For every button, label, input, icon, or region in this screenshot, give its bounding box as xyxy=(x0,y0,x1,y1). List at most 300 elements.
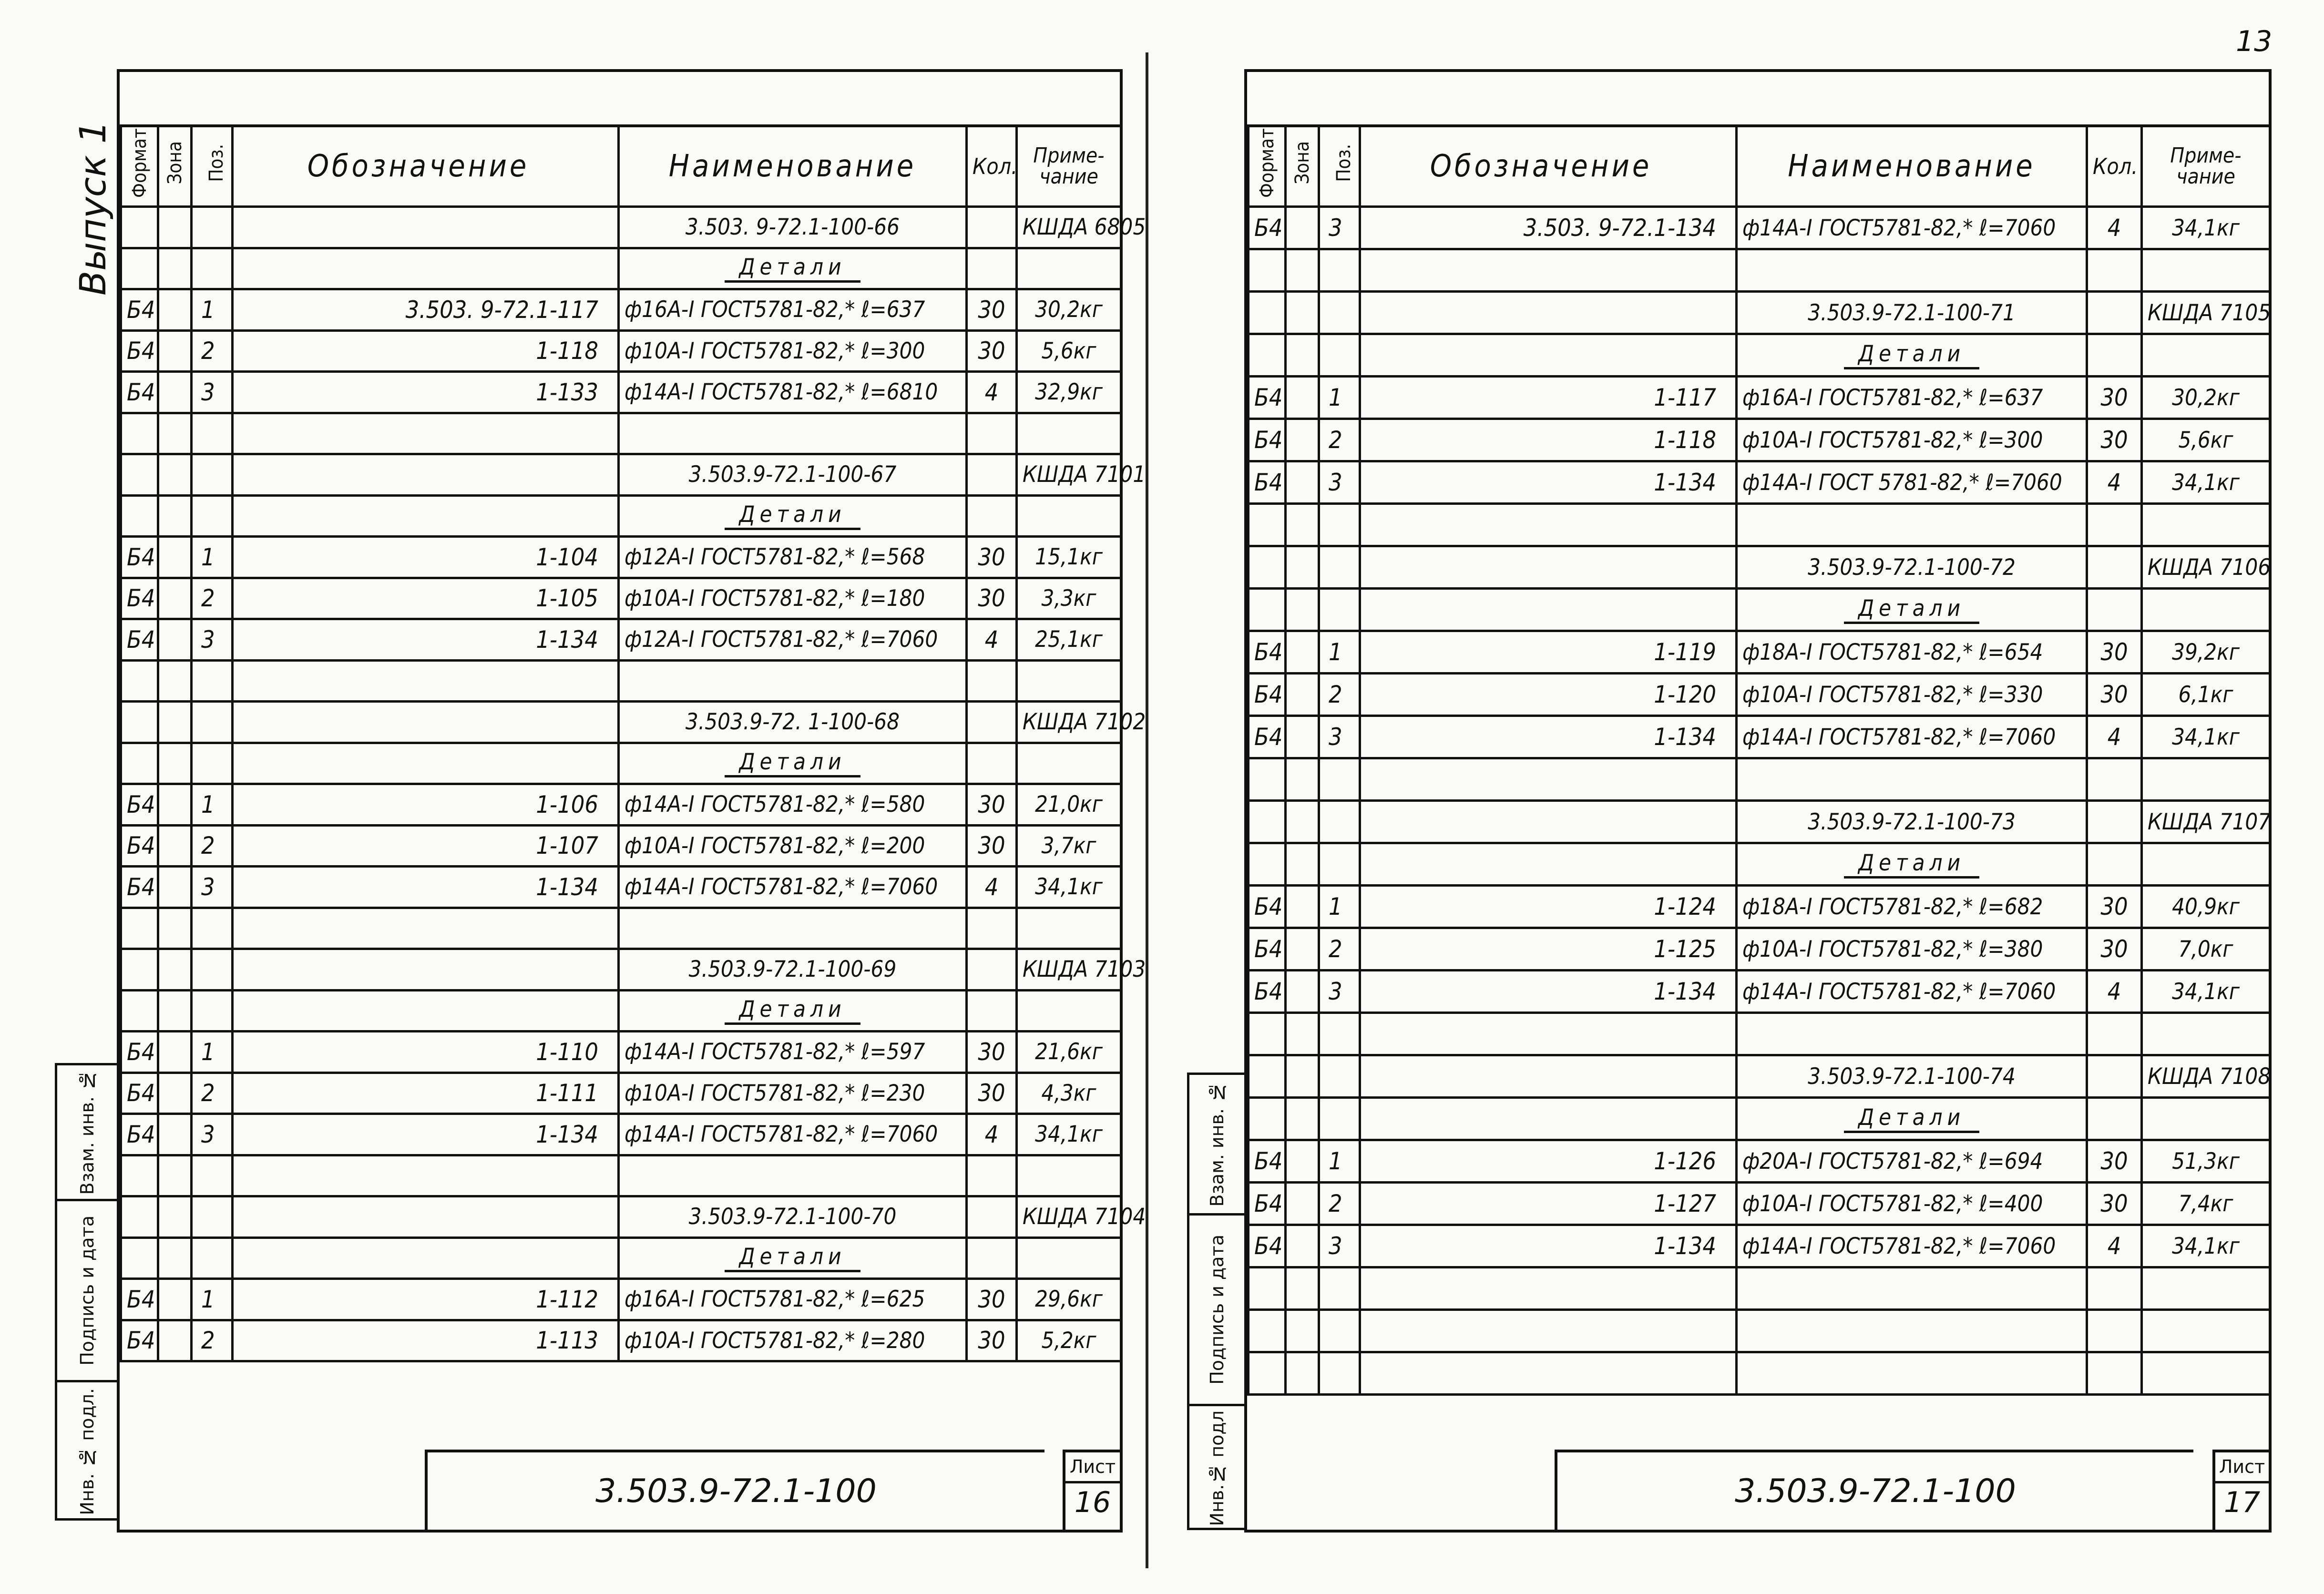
header-poz xyxy=(192,126,233,207)
cell-primechanie xyxy=(2142,1098,2270,1140)
table-row xyxy=(121,1155,1121,1196)
table-row xyxy=(121,248,1121,289)
cell-primechanie: 21,6кг xyxy=(1017,1032,1121,1073)
table-row xyxy=(1249,928,2270,971)
header-row xyxy=(121,126,1121,207)
header-format xyxy=(121,126,158,207)
table-row xyxy=(121,867,1121,908)
cell-kol xyxy=(967,660,1017,702)
section-title: 3.503.9-72.1-100-73 xyxy=(1737,801,2087,843)
cell-format xyxy=(121,743,158,784)
cell-zona xyxy=(158,867,192,908)
section-subtitle: Детали xyxy=(725,501,860,530)
cell-oboznachenie: 3.503. 9-72.1-117 xyxy=(233,289,619,331)
cell-kol: 30 xyxy=(967,1032,1017,1073)
cell-format: Б4 xyxy=(1249,207,1286,249)
spec-table-left xyxy=(120,124,1146,1362)
section-title: 3.503.9-72. 1-100-68 xyxy=(619,702,967,743)
section-title: 3.503.9-72.1-100-70 xyxy=(619,1196,967,1238)
cell-zona xyxy=(1286,334,1319,377)
cell-poz xyxy=(192,743,233,784)
cell-format: Б4 xyxy=(1249,1183,1286,1225)
cell-oboznachenie: 1-134 xyxy=(233,867,619,908)
cell-primechanie xyxy=(1017,990,1121,1032)
table-row xyxy=(121,660,1121,702)
cell-kol xyxy=(2087,1267,2142,1310)
cell-zona xyxy=(1286,843,1319,886)
cell-naimenovanie: ф10А-I ГОСТ5781-82,* ℓ=300 xyxy=(619,330,967,372)
cell-primechanie: 34,1кг xyxy=(2142,1225,2270,1267)
table-row xyxy=(121,702,1121,743)
cell-naimenovanie: ф14А-I ГОСТ5781-82,* ℓ=7060 xyxy=(619,867,967,908)
cell-oboznachenie xyxy=(1360,504,1737,546)
title-block-code: 3.503.9-72.1-100 xyxy=(1555,1450,2193,1530)
cell-format xyxy=(121,413,158,454)
table-row xyxy=(1249,461,2270,504)
cell-primechanie xyxy=(1017,660,1121,702)
cell-kol xyxy=(2087,1352,2142,1395)
cell-format xyxy=(1249,589,1286,631)
cell-oboznachenie xyxy=(233,495,619,537)
cell-naimenovanie: ф12А-I ГОСТ5781-82,* ℓ=7060 xyxy=(619,619,967,661)
cell-zona xyxy=(158,495,192,537)
table-row xyxy=(1249,249,2270,292)
cell-oboznachenie xyxy=(1360,801,1737,843)
cell-naimenovanie xyxy=(1737,249,2087,292)
cell-oboznachenie: 1-134 xyxy=(233,1114,619,1155)
cell-naimenovanie: ф18А-I ГОСТ5781-82,* ℓ=654 xyxy=(1737,631,2087,674)
margin-stamp-left xyxy=(55,1063,119,1521)
cell-format xyxy=(121,660,158,702)
cell-primechanie: 7,0кг xyxy=(2142,928,2270,971)
cell-format: Б4 xyxy=(121,537,158,578)
cell-primechanie xyxy=(1017,1155,1121,1196)
cell-kol: 4 xyxy=(2087,1225,2142,1267)
table-row xyxy=(121,743,1121,784)
cell-naimenovanie: ф14А-I ГОСТ5781-82,* ℓ=597 xyxy=(619,1032,967,1073)
cell-kol: 30 xyxy=(967,784,1017,826)
cell-format: Б4 xyxy=(121,1032,158,1073)
cell-kol xyxy=(967,1196,1017,1238)
cell-kol: 30 xyxy=(967,1279,1017,1320)
table-row xyxy=(1249,843,2270,886)
cell-format: Б4 xyxy=(121,289,158,331)
cell-zona xyxy=(1286,419,1319,461)
header-oboznachenie: Обозначение xyxy=(233,126,619,207)
cell-poz: 2 xyxy=(192,330,233,372)
cell-zona xyxy=(1286,546,1319,589)
cell-oboznachenie xyxy=(233,660,619,702)
cell-oboznachenie: 1-127 xyxy=(1360,1183,1737,1225)
cell-naimenovanie xyxy=(1737,589,2087,631)
section-title: 3.503.9-72.1-100-72 xyxy=(1737,546,2087,589)
cell-zona xyxy=(1286,1055,1319,1098)
cell-oboznachenie xyxy=(1360,546,1737,589)
cell-zona xyxy=(1286,461,1319,504)
table-row xyxy=(121,1320,1121,1361)
cell-kol xyxy=(967,990,1017,1032)
margin-stamp-right xyxy=(1187,1073,1247,1530)
cell-primechanie xyxy=(2142,334,2270,377)
cell-naimenovanie xyxy=(1737,334,2087,377)
cell-primechanie: 3,3кг xyxy=(1017,578,1121,619)
cell-primechanie xyxy=(1017,908,1121,949)
cell-oboznachenie: 1-119 xyxy=(1360,631,1737,674)
table-row xyxy=(121,207,1121,248)
section-subtitle: Детали xyxy=(725,996,860,1025)
cell-primechanie: КШДА 7104 xyxy=(1017,1196,1121,1238)
header-naimenovanie: Наименование xyxy=(1737,126,2087,207)
cell-kol: 30 xyxy=(2087,1140,2142,1183)
cell-format: Б4 xyxy=(121,825,158,867)
cell-kol xyxy=(967,413,1017,454)
cell-poz: 3 xyxy=(192,1114,233,1155)
cell-zona xyxy=(1286,1352,1319,1395)
cell-kol xyxy=(967,1155,1017,1196)
cell-naimenovanie: ф10А-I ГОСТ5781-82,* ℓ=400 xyxy=(1737,1183,2087,1225)
cell-format xyxy=(121,1237,158,1279)
cell-oboznachenie: 1-134 xyxy=(1360,716,1737,758)
cell-oboznachenie: 1-133 xyxy=(233,372,619,413)
cell-zona xyxy=(1286,292,1319,334)
cell-zona xyxy=(1286,886,1319,928)
cell-oboznachenie xyxy=(1360,292,1737,334)
cell-poz xyxy=(192,1155,233,1196)
sheet-number-right: 17 xyxy=(2223,1486,2261,1519)
cell-zona xyxy=(1286,1098,1319,1140)
cell-kol xyxy=(967,743,1017,784)
cell-poz xyxy=(192,1196,233,1238)
sheet-label: Лист xyxy=(1065,1452,1120,1483)
cell-naimenovanie xyxy=(619,743,967,784)
cell-poz xyxy=(192,1237,233,1279)
cell-poz xyxy=(1319,334,1360,377)
table-row xyxy=(1249,1013,2270,1055)
cell-format xyxy=(1249,1310,1286,1352)
cell-kol xyxy=(967,248,1017,289)
cell-naimenovanie xyxy=(619,990,967,1032)
cell-oboznachenie xyxy=(1360,1098,1737,1140)
header-zona-text: Зона xyxy=(164,141,186,184)
cell-zona xyxy=(158,413,192,454)
cell-kol: 30 xyxy=(967,1073,1017,1114)
cell-oboznachenie xyxy=(1360,249,1737,292)
cell-oboznachenie: 1-118 xyxy=(233,330,619,372)
cell-zona xyxy=(1286,1140,1319,1183)
cell-naimenovanie xyxy=(619,908,967,949)
section-title: 3.503.9-72.1-100-67 xyxy=(619,454,967,496)
cell-zona xyxy=(1286,758,1319,801)
cell-zona xyxy=(158,1032,192,1073)
section-subtitle: Детали xyxy=(1844,1104,1979,1133)
table-row xyxy=(1249,377,2270,419)
cell-poz: 3 xyxy=(1319,207,1360,249)
cell-zona xyxy=(1286,674,1319,716)
cell-poz: 1 xyxy=(192,289,233,331)
cell-oboznachenie xyxy=(1360,1013,1737,1055)
cell-primechanie: КШДА 7106 xyxy=(2142,546,2270,589)
cell-naimenovanie: ф10А-I ГОСТ5781-82,* ℓ=300 xyxy=(1737,419,2087,461)
cell-primechanie: 34,1кг xyxy=(2142,971,2270,1013)
table-row xyxy=(1249,631,2270,674)
cell-zona xyxy=(1286,928,1319,971)
cell-oboznachenie xyxy=(233,949,619,991)
cell-poz: 2 xyxy=(192,1073,233,1114)
cell-kol: 4 xyxy=(967,867,1017,908)
cell-oboznachenie xyxy=(233,413,619,454)
cell-primechanie: 5,2кг xyxy=(1017,1320,1121,1361)
cell-format xyxy=(1249,758,1286,801)
cell-oboznachenie: 1-110 xyxy=(233,1032,619,1073)
cell-format: Б4 xyxy=(1249,886,1286,928)
cell-kol: 4 xyxy=(2087,971,2142,1013)
cell-naimenovanie: ф14А-I ГОСТ5781-82,* ℓ=7060 xyxy=(619,1114,967,1155)
table-row xyxy=(121,784,1121,826)
table-row xyxy=(121,990,1121,1032)
cell-kol: 30 xyxy=(2087,377,2142,419)
cell-kol xyxy=(2087,249,2142,292)
cell-format xyxy=(1249,1013,1286,1055)
cell-zona xyxy=(158,248,192,289)
cell-primechanie: КШДА 7101 xyxy=(1017,454,1121,496)
cell-format: Б4 xyxy=(121,1073,158,1114)
table-row xyxy=(1249,207,2270,249)
cell-primechanie: 30,2кг xyxy=(2142,377,2270,419)
cell-primechanie: КШДА 7108 xyxy=(2142,1055,2270,1098)
cell-format xyxy=(121,1196,158,1238)
cell-poz: 1 xyxy=(192,537,233,578)
cell-zona xyxy=(1286,1310,1319,1352)
cell-zona xyxy=(158,537,192,578)
cell-poz: 3 xyxy=(1319,461,1360,504)
cell-primechanie: КШДА 7103 xyxy=(1017,949,1121,991)
cell-kol xyxy=(2087,1310,2142,1352)
cell-kol xyxy=(967,908,1017,949)
cell-primechanie: КШДА 7107 xyxy=(2142,801,2270,843)
cell-format: Б4 xyxy=(121,372,158,413)
cell-poz xyxy=(192,908,233,949)
cell-poz: 2 xyxy=(192,825,233,867)
cell-oboznachenie xyxy=(233,1237,619,1279)
cell-primechanie: 25,1кг xyxy=(1017,619,1121,661)
cell-primechanie: 40,9кг xyxy=(2142,886,2270,928)
table-row xyxy=(1249,801,2270,843)
cell-poz xyxy=(192,660,233,702)
cell-format xyxy=(1249,249,1286,292)
cell-kol: 4 xyxy=(2087,461,2142,504)
header-poz xyxy=(1319,126,1360,207)
cell-naimenovanie: ф14А-I ГОСТ5781-82,* ℓ=6810 xyxy=(619,372,967,413)
cell-primechanie: КШДА 7105 xyxy=(2142,292,2270,334)
cell-format xyxy=(121,990,158,1032)
cell-kol xyxy=(967,702,1017,743)
cell-oboznachenie: 1-111 xyxy=(233,1073,619,1114)
cell-kol xyxy=(2087,589,2142,631)
cell-zona xyxy=(158,990,192,1032)
cell-oboznachenie: 1-134 xyxy=(1360,1225,1737,1267)
header-format-text: Формат xyxy=(128,128,151,198)
table-row xyxy=(1249,546,2270,589)
cell-poz xyxy=(1319,249,1360,292)
cell-format xyxy=(1249,801,1286,843)
cell-naimenovanie: ф10А-I ГОСТ5781-82,* ℓ=380 xyxy=(1737,928,2087,971)
cell-poz: 2 xyxy=(1319,674,1360,716)
cell-primechanie: 34,1кг xyxy=(2142,716,2270,758)
cell-poz: 1 xyxy=(1319,1140,1360,1183)
cell-zona xyxy=(1286,1267,1319,1310)
table-row xyxy=(121,1073,1121,1114)
section-title: 3.503.9-72.1-100-74 xyxy=(1737,1055,2087,1098)
sheet-box xyxy=(2212,1450,2269,1530)
cell-naimenovanie: ф20А-I ГОСТ5781-82,* ℓ=694 xyxy=(1737,1140,2087,1183)
cell-kol: 30 xyxy=(2087,928,2142,971)
cell-primechanie xyxy=(2142,589,2270,631)
table-row xyxy=(1249,1183,2270,1225)
cell-poz: 3 xyxy=(1319,1225,1360,1267)
title-block-code: 3.503.9-72.1-100 xyxy=(425,1450,1044,1530)
table-row xyxy=(1249,419,2270,461)
cell-oboznachenie xyxy=(233,207,619,248)
cell-kol xyxy=(2087,546,2142,589)
cell-kol: 4 xyxy=(967,1114,1017,1155)
cell-zona xyxy=(158,619,192,661)
cell-poz xyxy=(1319,758,1360,801)
table-row xyxy=(1249,758,2270,801)
sheet-box xyxy=(1063,1450,1120,1530)
cell-oboznachenie: 1-112 xyxy=(233,1279,619,1320)
cell-format xyxy=(1249,334,1286,377)
cell-zona xyxy=(1286,1013,1319,1055)
header-kol: Кол. xyxy=(2087,126,2142,207)
cell-naimenovanie: ф18А-I ГОСТ5781-82,* ℓ=682 xyxy=(1737,886,2087,928)
cell-primechanie xyxy=(1017,743,1121,784)
cell-zona xyxy=(158,1073,192,1114)
cell-format: Б4 xyxy=(121,1320,158,1361)
cell-naimenovanie xyxy=(1737,1013,2087,1055)
cell-kol xyxy=(2087,801,2142,843)
cell-poz: 2 xyxy=(192,578,233,619)
header-format xyxy=(1249,126,1286,207)
cell-zona xyxy=(158,743,192,784)
cell-naimenovanie xyxy=(619,660,967,702)
cell-kol: 4 xyxy=(967,619,1017,661)
sheet-number-left: 16 xyxy=(1074,1486,1111,1519)
cell-zona xyxy=(158,289,192,331)
header-zona xyxy=(158,126,192,207)
cell-oboznachenie xyxy=(1360,843,1737,886)
cell-format: Б4 xyxy=(121,784,158,826)
cell-zona xyxy=(158,825,192,867)
cell-oboznachenie xyxy=(1360,589,1737,631)
cell-naimenovanie xyxy=(1737,843,2087,886)
cell-kol xyxy=(2087,1013,2142,1055)
cell-primechanie: 5,6кг xyxy=(1017,330,1121,372)
left-spec-page xyxy=(117,69,1146,1533)
cell-primechanie: 7,4кг xyxy=(2142,1183,2270,1225)
cell-poz xyxy=(1319,1098,1360,1140)
header-zona-text: Зона xyxy=(1291,141,1313,184)
cell-poz: 3 xyxy=(1319,971,1360,1013)
cell-oboznachenie xyxy=(1360,334,1737,377)
cell-primechanie xyxy=(1017,413,1121,454)
cell-kol xyxy=(967,1237,1017,1279)
margin-cell-podpis: Подпись и дата xyxy=(57,1199,117,1380)
cell-primechanie: 5,6кг xyxy=(2142,419,2270,461)
sheet-number: 13 xyxy=(2236,25,2273,58)
cell-zona xyxy=(1286,631,1319,674)
header-kol: Кол. xyxy=(967,126,1017,207)
section-title: 3.503. 9-72.1-100-66 xyxy=(619,207,967,248)
cell-format: Б4 xyxy=(121,867,158,908)
cell-naimenovanie: ф10А-I ГОСТ5781-82,* ℓ=230 xyxy=(619,1073,967,1114)
cell-oboznachenie xyxy=(233,908,619,949)
cell-poz: 1 xyxy=(192,1032,233,1073)
section-subtitle: Детали xyxy=(725,749,860,777)
cell-oboznachenie: 1-107 xyxy=(233,825,619,867)
cell-format: Б4 xyxy=(121,330,158,372)
cell-oboznachenie: 1-118 xyxy=(1360,419,1737,461)
table-row xyxy=(121,578,1121,619)
table-row xyxy=(121,619,1121,661)
cell-format: Б4 xyxy=(121,619,158,661)
cell-oboznachenie: 1-134 xyxy=(233,619,619,661)
cell-zona xyxy=(1286,971,1319,1013)
table-row xyxy=(121,1237,1121,1279)
cell-zona xyxy=(158,784,192,826)
cell-poz: 1 xyxy=(1319,377,1360,419)
table-row xyxy=(121,1279,1121,1320)
cell-primechanie: 30,2кг xyxy=(1017,289,1121,331)
cell-naimenovanie: ф14А-I ГОСТ5781-82,* ℓ=7060 xyxy=(1737,1225,2087,1267)
table-row xyxy=(121,825,1121,867)
cell-primechanie: 4,3кг xyxy=(1017,1073,1121,1114)
cell-primechanie xyxy=(2142,843,2270,886)
section-subtitle: Детали xyxy=(725,254,860,283)
cell-kol xyxy=(967,495,1017,537)
cell-zona xyxy=(1286,1225,1319,1267)
cell-zona xyxy=(1286,589,1319,631)
cell-poz: 2 xyxy=(1319,419,1360,461)
table-row xyxy=(121,495,1121,537)
table-row xyxy=(1249,292,2270,334)
cell-primechanie: КШДА 7102 xyxy=(1017,702,1121,743)
cell-zona xyxy=(158,1114,192,1155)
cell-poz xyxy=(1319,504,1360,546)
cell-format xyxy=(1249,292,1286,334)
cell-poz xyxy=(1319,843,1360,886)
cell-naimenovanie: ф16А-I ГОСТ5781-82,* ℓ=637 xyxy=(1737,377,2087,419)
cell-zona xyxy=(158,908,192,949)
cell-kol: 30 xyxy=(2087,886,2142,928)
cell-naimenovanie: ф10А-I ГОСТ5781-82,* ℓ=180 xyxy=(619,578,967,619)
cell-kol: 30 xyxy=(967,537,1017,578)
cell-format xyxy=(121,1155,158,1196)
cell-poz xyxy=(192,413,233,454)
header-naimenovanie: Наименование xyxy=(619,126,967,207)
cell-primechanie: 39,2кг xyxy=(2142,631,2270,674)
table-row xyxy=(1249,1352,2270,1395)
section-subtitle: Детали xyxy=(1844,850,1979,879)
cell-oboznachenie xyxy=(233,990,619,1032)
cell-oboznachenie xyxy=(233,743,619,784)
cell-poz: 2 xyxy=(1319,928,1360,971)
header-format-text: Формат xyxy=(1256,128,1278,198)
margin-cell-vzam: Взам. инв. № xyxy=(76,1069,98,1195)
cell-kol: 30 xyxy=(2087,419,2142,461)
cell-zona xyxy=(158,207,192,248)
table-row xyxy=(121,1032,1121,1073)
cell-oboznachenie: 1-125 xyxy=(1360,928,1737,971)
